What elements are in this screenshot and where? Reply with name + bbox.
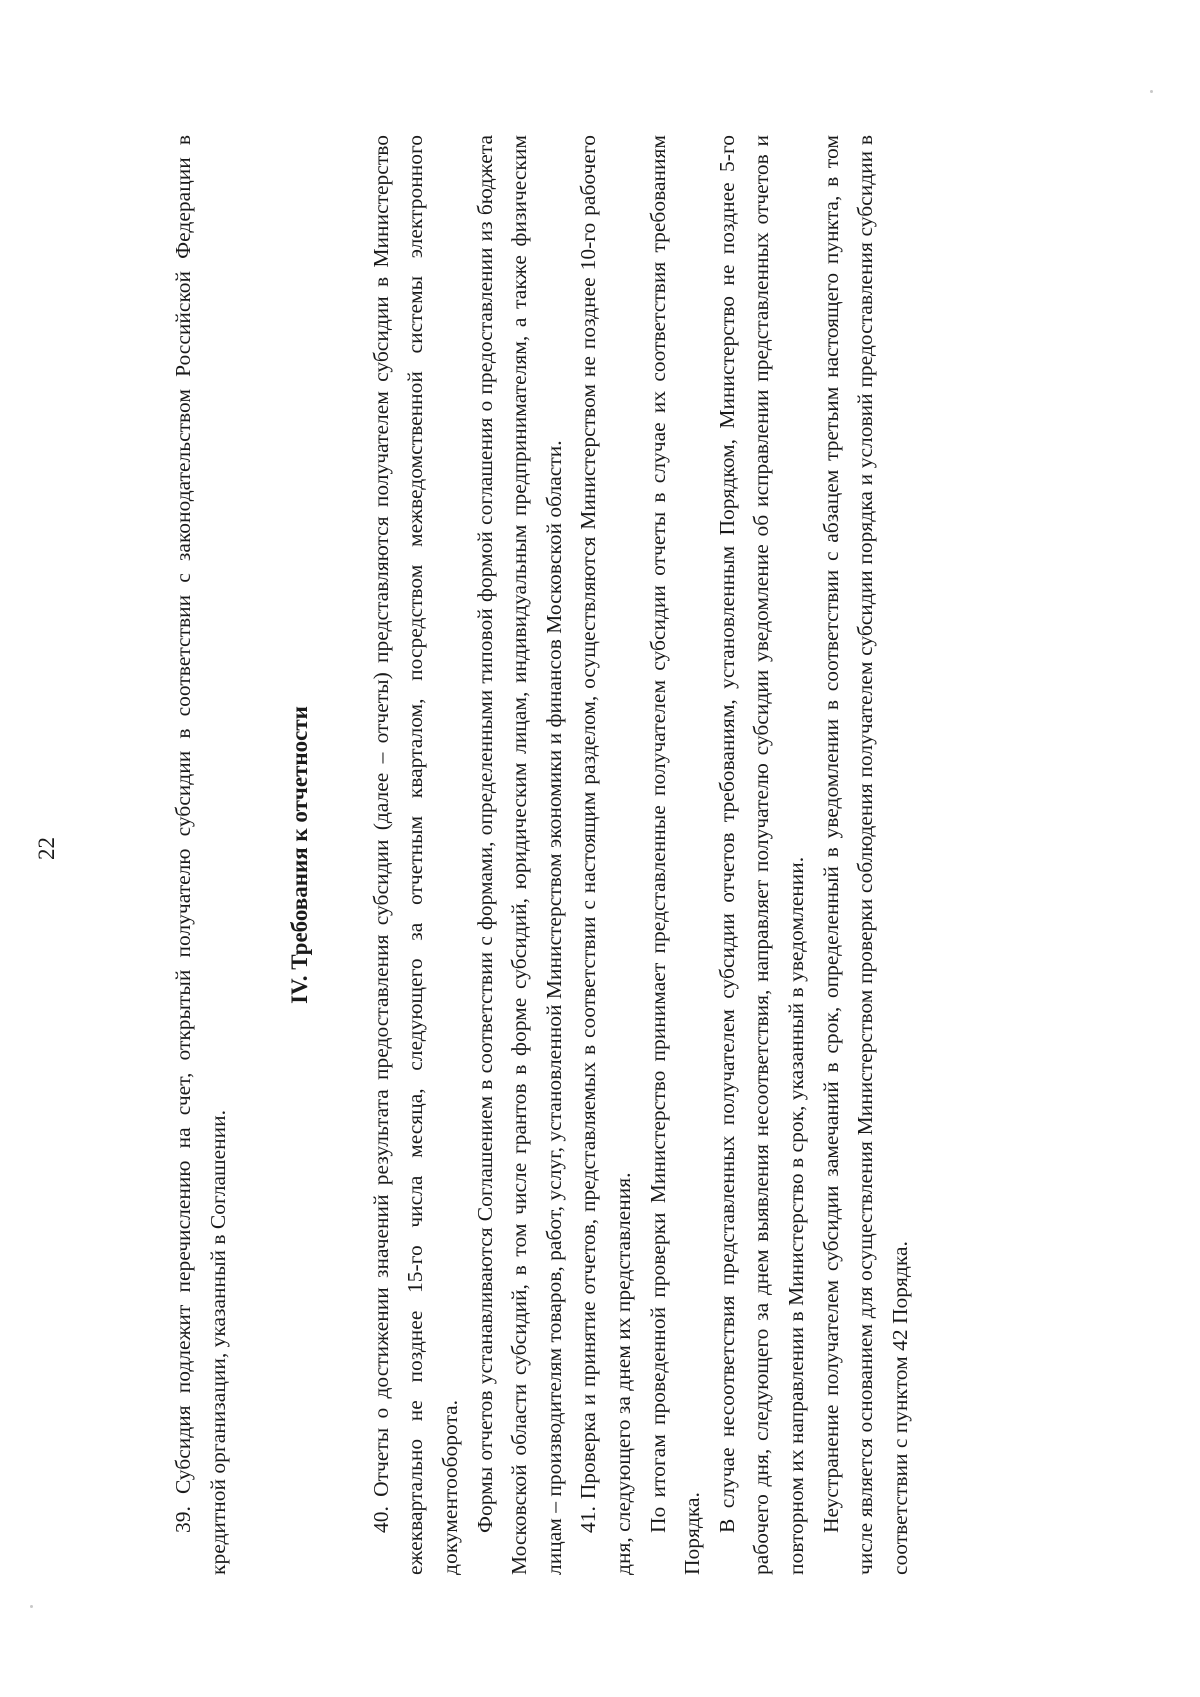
paragraph-40: 40. Отчеты о достижении значений результата предоставления субсидии (далее – отчеты) представляются получателем субсидии в Министерство ежеквартально не позднее 15-го числа месяца, следующего за отчетным кварталом, посредством межведомственной системы электронного документооборота. <box>368 135 462 1575</box>
section-heading: IV. Требования к отчетности <box>287 706 313 1004</box>
paragraph-check-results: По итогам проведенной проверки Министерство принимает представленные получателем субсидии отчеты в случае их соответствия требованиям Порядка. <box>645 135 705 1575</box>
paragraph-noncorrection: Неустранение получателем субсидии замечаний в срок, определенный в уведомлении в соответствии с абзацем третьим настоящего пункта, в том числе является основанием для осуществления Министерством проверки соблюдения получателем субсидии порядка и условий предоставления субсидии в соответствии с пунктом 42 Порядка. <box>818 135 912 1575</box>
paragraph-41: 41. Проверка и принятие отчетов, представляемых в соответствии с настоящим разделом, осуществляются Министерством не позднее 10-го рабочего дня, следующего за днем их представления. <box>576 135 635 1575</box>
scan-speck <box>1150 90 1153 93</box>
page-number: 22 <box>34 837 59 860</box>
paragraph-forms: Формы отчетов устанавливаются Соглашением в соответствии с формами, определенными типовой формой соглашения о предоставлении из бюджета Московской области субсидий, в том числе грантов в форме субсидий, юридическим лицам, индивидуальным предпринимателям, а также физическим лицам – производителям товаров, работ, услуг, установленной Министерством экономики и финансов Московской области. <box>472 135 566 1575</box>
document-body <box>48 135 917 1575</box>
paragraph-39: 39. Субсидия подлежит перечислению на счет, открытый получателю субсидии в соответствии с законодательством Российской Федерации в кредитной организации, указанный в Соглашении. <box>171 135 230 1575</box>
scan-speck <box>30 1605 33 1608</box>
paragraph-mismatch: В случае несоответствия представленных получателем субсидии отчетов требованиям, установленным Порядком, Министерство не позднее 5-го рабочего дня, следующего за днем выявления несоответствия, направляет получателю субсидии уведомление об исправлении представленных отчетов и повторном их направлении в Министерство в срок, указанный в уведомлении. <box>714 135 808 1575</box>
